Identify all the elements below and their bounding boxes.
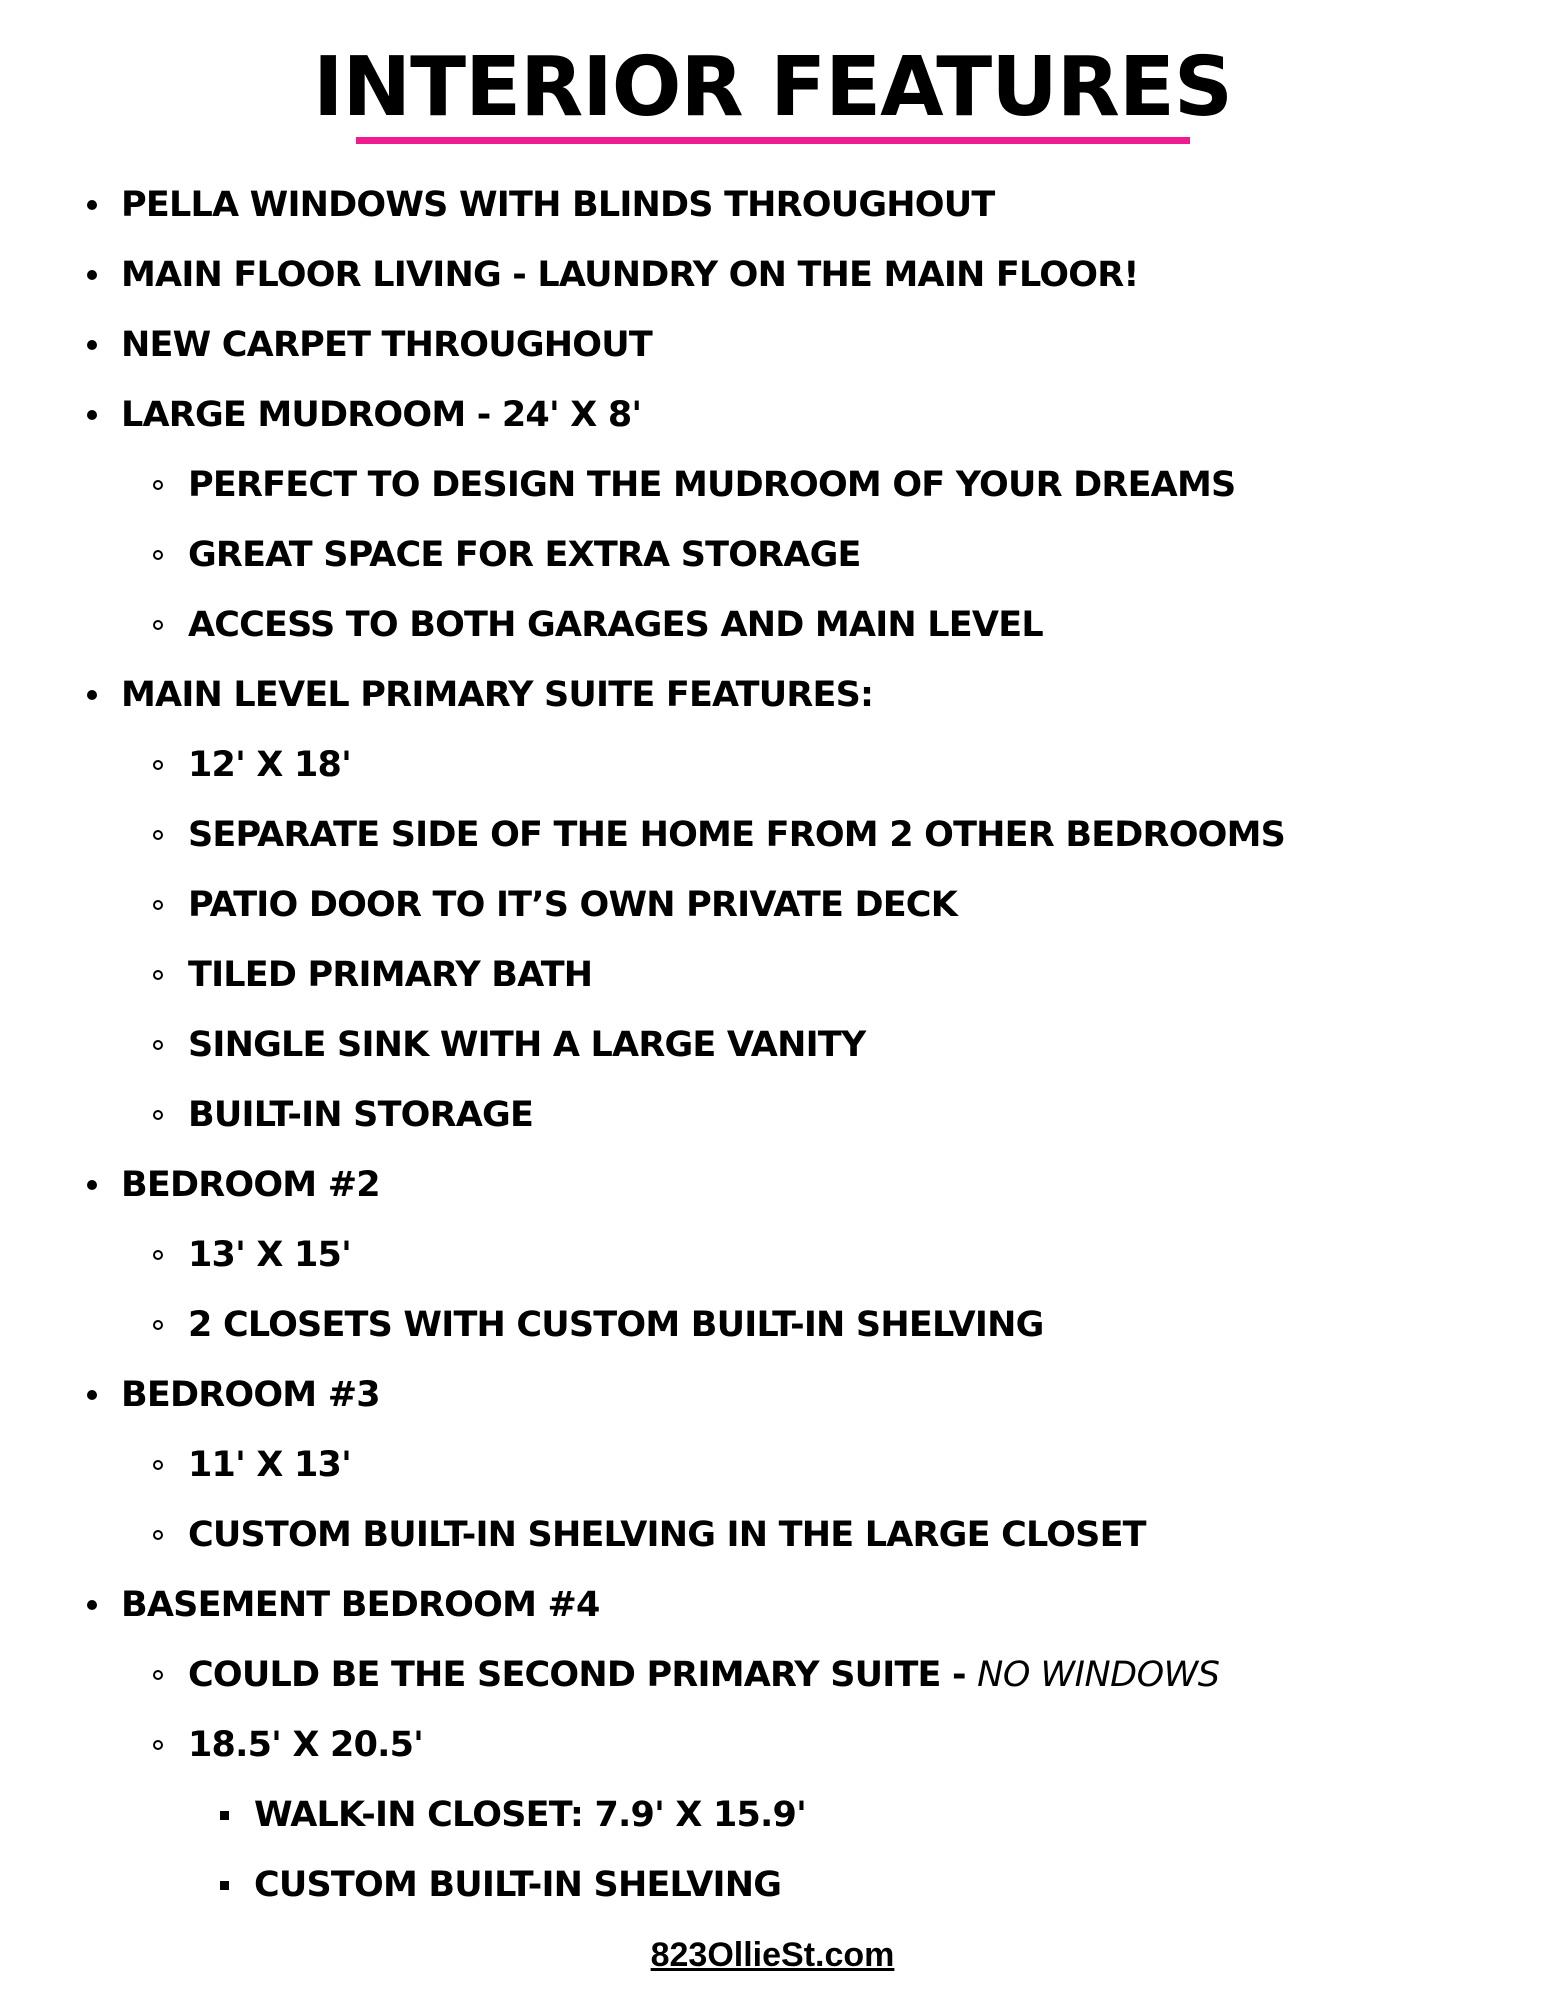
feature-item-level-2: [0, 457, 1545, 527]
feature-item-level-2: [0, 1017, 1545, 1087]
feature-item-text: WALK-IN CLOSET: 7.9' X 15.9': [254, 1795, 807, 1835]
feature-item-text: ACCESS TO BOTH GARAGES AND MAIN LEVEL: [188, 605, 1043, 645]
feature-item-text: PATIO DOOR TO IT’S OWN PRIVATE DECK: [188, 885, 958, 925]
feature-item-level-1: [0, 247, 1545, 317]
bullet-circle-icon: [148, 457, 168, 513]
bullet-circle-icon: [148, 1647, 168, 1703]
bullet-disc-icon: [82, 1157, 102, 1213]
bullet-circle-icon: [148, 947, 168, 1003]
feature-item-text: GREAT SPACE FOR EXTRA STORAGE: [188, 535, 861, 575]
feature-item-level-1: [0, 667, 1545, 737]
bullet-circle-icon: [148, 527, 168, 583]
bullet-disc-icon: [82, 1367, 102, 1423]
feature-item-level-3: [0, 1857, 1545, 1927]
bullet-disc-icon: [82, 177, 102, 233]
bullet-circle-icon: [148, 1437, 168, 1493]
feature-item-text: MAIN FLOOR LIVING - LAUNDRY ON THE MAIN FLOOR!: [121, 255, 1139, 295]
feature-item-level-1: [0, 1367, 1545, 1437]
feature-item-level-2: [0, 1717, 1545, 1787]
feature-item-level-1: [0, 177, 1545, 247]
bullet-circle-icon: [148, 1017, 168, 1073]
feature-item-level-2: [0, 1437, 1545, 1507]
bullet-square-icon: [214, 1787, 234, 1843]
feature-item-text: CUSTOM BUILT-IN SHELVING: [254, 1865, 782, 1905]
feature-item-level-2: [0, 1647, 1545, 1717]
bullet-circle-icon: [148, 1087, 168, 1143]
bullet-disc-icon: [82, 317, 102, 373]
feature-item-level-2: [0, 1297, 1545, 1367]
feature-item-level-3: [0, 1787, 1545, 1857]
feature-item-text: 2 CLOSETS WITH CUSTOM BUILT-IN SHELVING: [188, 1305, 1044, 1345]
bullet-disc-icon: [82, 387, 102, 443]
feature-item-note: NO WINDOWS: [977, 1655, 1220, 1695]
feature-item-text: BEDROOM #2: [121, 1165, 380, 1205]
bullet-square-icon: [214, 1857, 234, 1913]
feature-item-text: CUSTOM BUILT-IN SHELVING IN THE LARGE CLOSET: [188, 1515, 1146, 1555]
feature-item-text: 18.5' X 20.5': [188, 1725, 424, 1765]
feature-item-text: PELLA WINDOWS WITH BLINDS THROUGHOUT: [121, 185, 995, 225]
feature-item-level-2: [0, 1227, 1545, 1297]
bullet-disc-icon: [82, 667, 102, 723]
feature-item-text: PERFECT TO DESIGN THE MUDROOM OF YOUR DREAMS: [188, 465, 1236, 505]
feature-item-text: SEPARATE SIDE OF THE HOME FROM 2 OTHER BEDROOMS: [188, 815, 1286, 855]
bullet-circle-icon: [148, 737, 168, 793]
feature-item-level-2: [0, 807, 1545, 877]
page-title: INTERIOR FEATURES: [313, 40, 1232, 135]
interior-features-list: [0, 177, 1545, 1927]
bullet-circle-icon: [148, 807, 168, 863]
feature-item-text: LARGE MUDROOM - 24' X 8': [121, 395, 642, 435]
website-link[interactable]: 823OllieSt.com: [650, 1936, 895, 1974]
feature-item-level-2: [0, 1507, 1545, 1577]
bullet-circle-icon: [148, 877, 168, 933]
feature-item-level-2: [0, 737, 1545, 807]
bullet-disc-icon: [82, 247, 102, 303]
feature-item-text: 12' X 18': [188, 745, 351, 785]
feature-item-text: 11' X 13': [188, 1445, 351, 1485]
feature-item-text: BUILT-IN STORAGE: [188, 1095, 534, 1135]
bullet-circle-icon: [148, 1717, 168, 1773]
feature-item-level-2: [0, 877, 1545, 947]
feature-item-level-2: [0, 1087, 1545, 1157]
feature-item-text: NEW CARPET THROUGHOUT: [121, 325, 652, 365]
bullet-disc-icon: [82, 1577, 102, 1633]
feature-item-separator: -: [940, 1655, 978, 1695]
feature-item-text: SINGLE SINK WITH A LARGE VANITY: [188, 1025, 866, 1065]
title-underline: [356, 137, 1190, 144]
feature-item-text: 13' X 15': [188, 1235, 351, 1275]
feature-item-level-2: [0, 527, 1545, 597]
feature-item-text: COULD BE THE SECOND PRIMARY SUITE: [188, 1655, 941, 1695]
feature-item-text: MAIN LEVEL PRIMARY SUITE FEATURES:: [121, 675, 874, 715]
feature-item-level-1: [0, 317, 1545, 387]
bullet-circle-icon: [148, 1227, 168, 1283]
bullet-circle-icon: [148, 1507, 168, 1563]
feature-item-text: BASEMENT BEDROOM #4: [121, 1585, 600, 1625]
feature-item-level-2: [0, 947, 1545, 1017]
feature-item-level-1: [0, 387, 1545, 457]
feature-item-level-2: [0, 597, 1545, 667]
bullet-circle-icon: [148, 597, 168, 653]
bullet-circle-icon: [148, 1297, 168, 1353]
feature-item-level-1: [0, 1157, 1545, 1227]
feature-item-text: BEDROOM #3: [121, 1375, 380, 1415]
feature-item-text: TILED PRIMARY BATH: [188, 955, 593, 995]
feature-item-level-1: [0, 1577, 1545, 1647]
